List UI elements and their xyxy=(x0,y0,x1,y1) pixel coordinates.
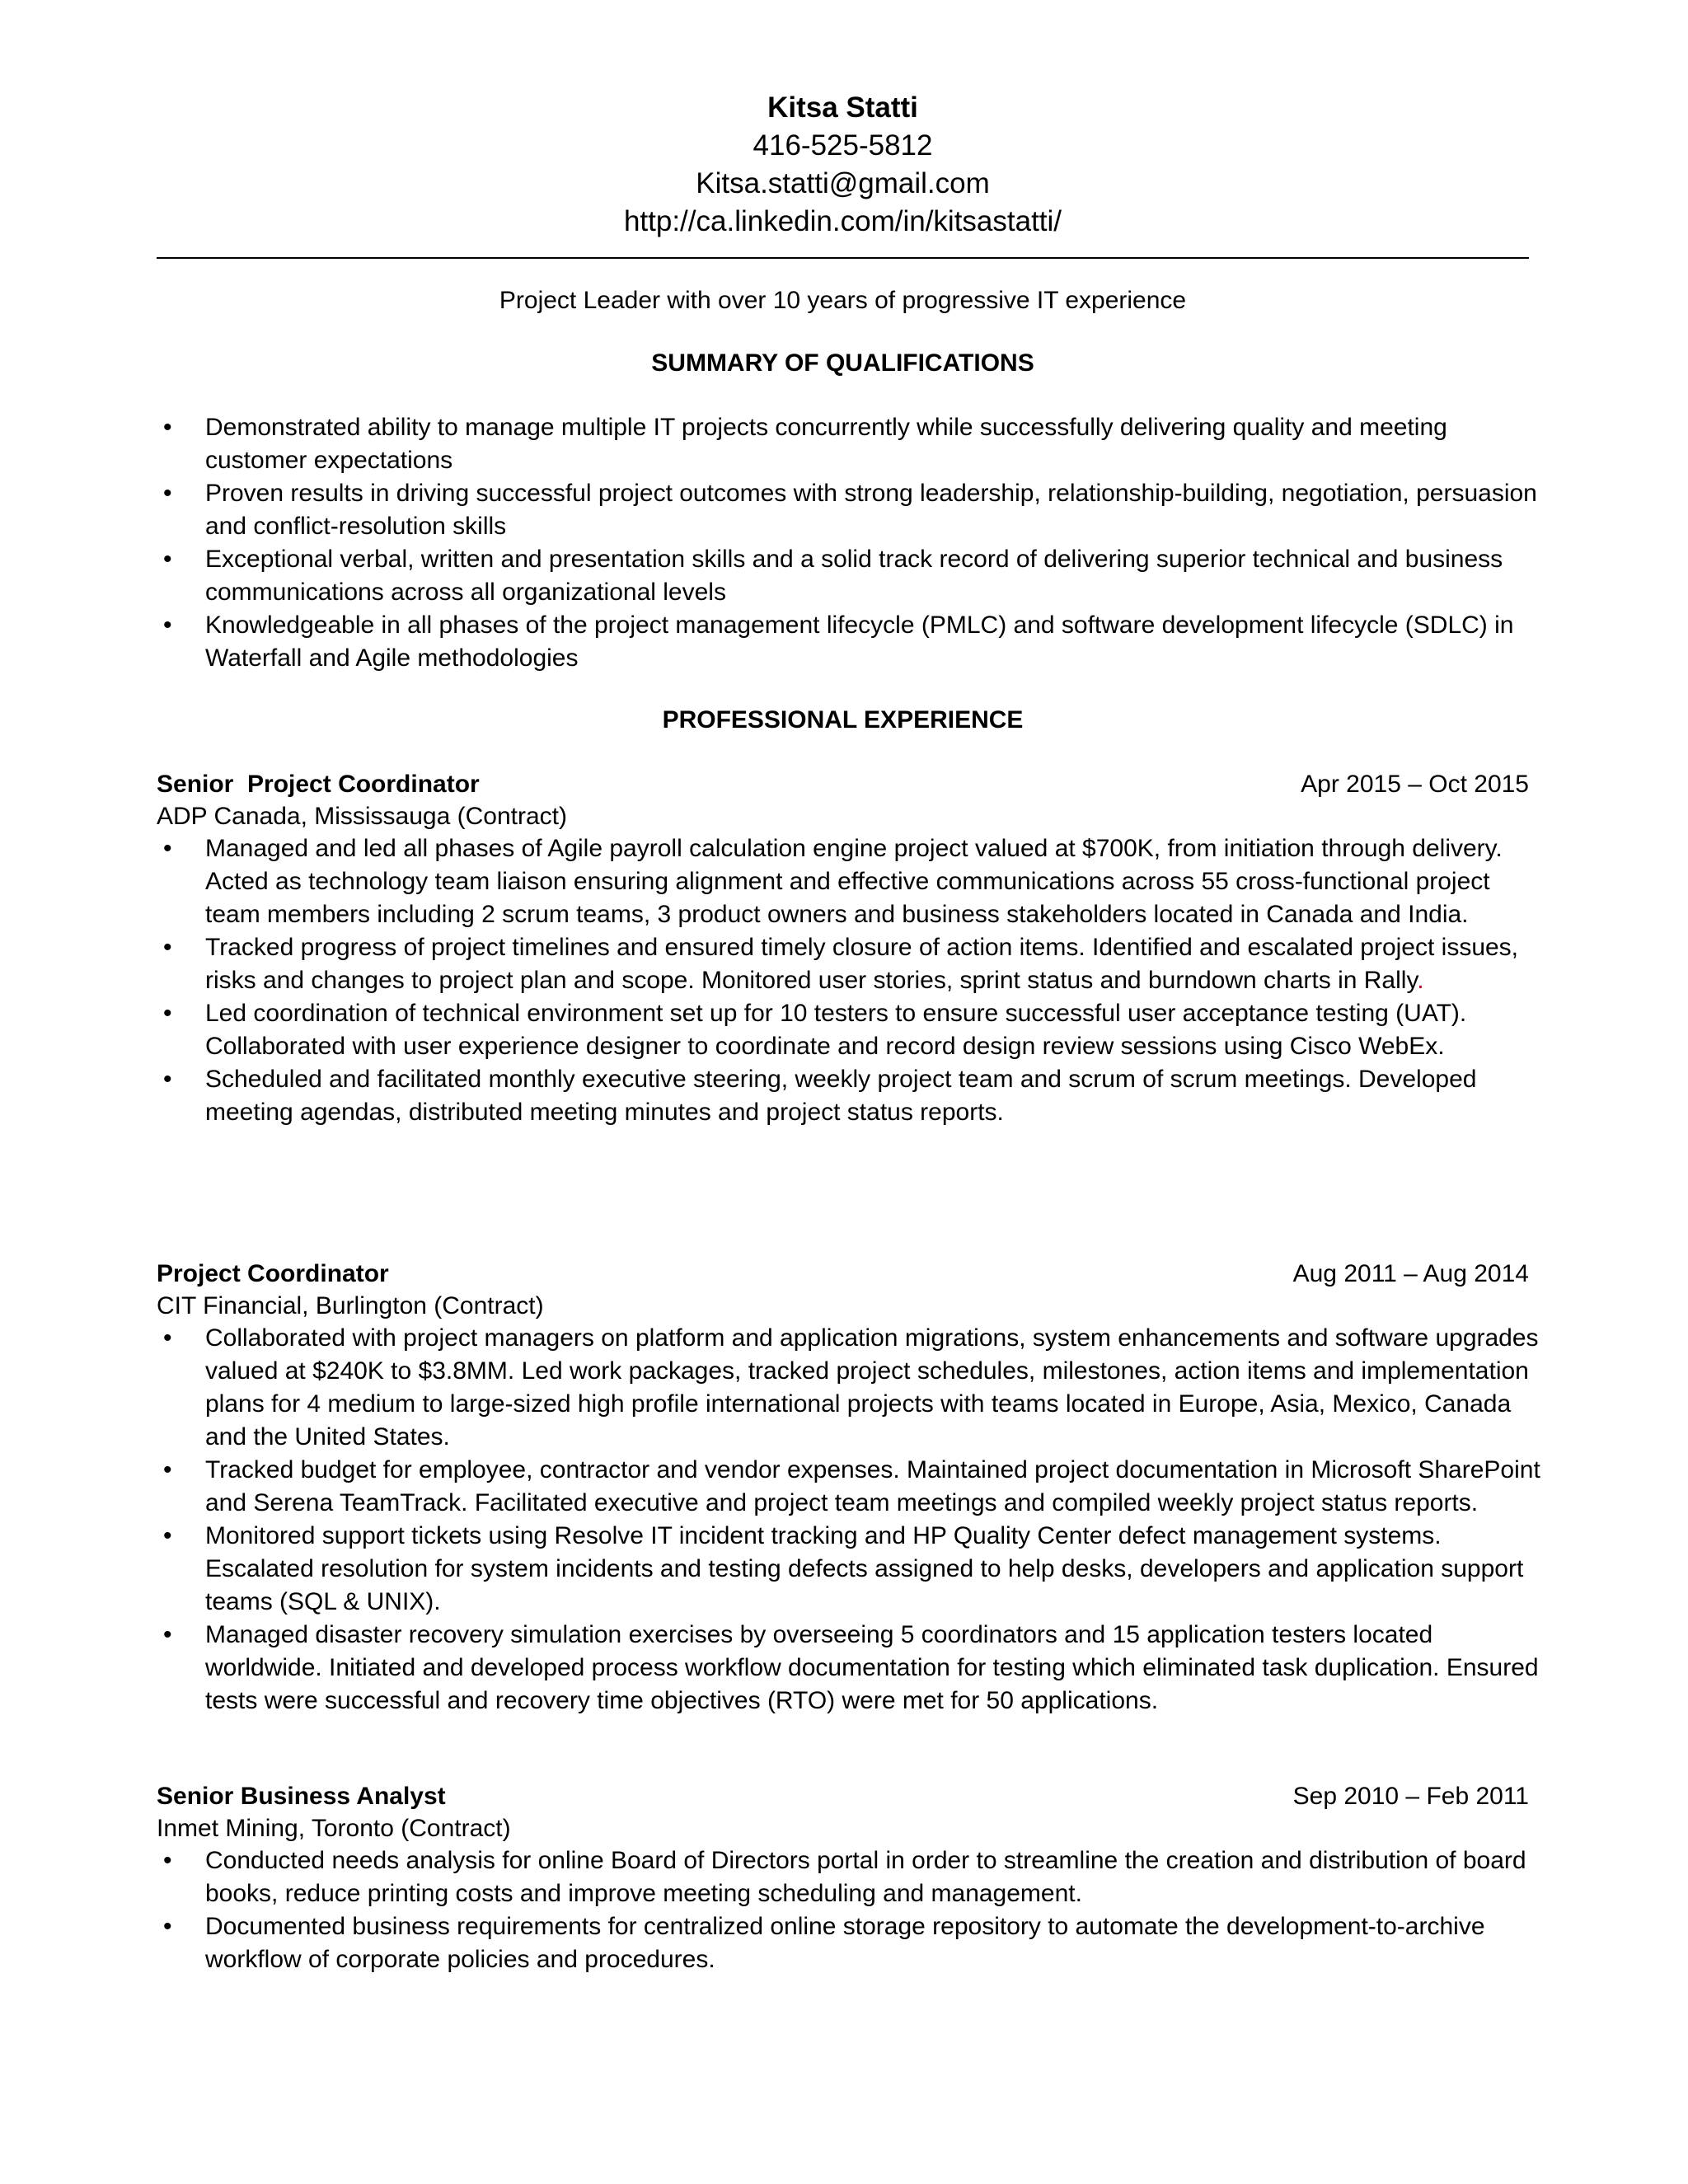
job-bullet-text: Collaborated with project managers on platform and application migrations, system enhancements and software upgrades valued at $240K to $3.8MM. Led work packages, tracked project schedules, milestones, action items and implementation plans for 4 medium to large-sized high profile international projects with teams located in Europe, Asia, Mexico, Canada and the United States. xyxy=(205,1324,1539,1451)
bullet-icon: • xyxy=(163,1522,172,1549)
job-bullet-text: Tracked progress of project timelines and ensured timely closure of action items. Identified and escalated project issues, risks and changes to project plan and scope. Monitored user stories, sprint status and burndown charts in Rally xyxy=(205,934,1519,994)
bullet-icon: • xyxy=(163,1913,172,1940)
bullet-icon: • xyxy=(163,1456,172,1483)
job-bullet-list xyxy=(157,832,1541,1129)
list-item xyxy=(157,1063,1541,1129)
job-company: Inmet Mining, Toronto (Contract) xyxy=(157,1815,511,1842)
job-header xyxy=(157,768,1529,801)
list-item xyxy=(157,609,1541,675)
bullet-icon: • xyxy=(163,934,172,961)
list-item xyxy=(157,411,1541,477)
email-address[interactable]: Kitsa.statti@gmail.com xyxy=(696,167,990,199)
bullet-icon: • xyxy=(163,835,172,862)
summary-bullet-text: Exceptional verbal, written and presentation skills and a solid track record of delivering superior technical and business communications across all organizational levels xyxy=(205,546,1503,606)
job-bullet-text: Tracked budget for employee, contractor and vendor expenses. Maintained project documentation in Microsoft SharePoint and Serena TeamTrack. Facilitated executive and project team meetings and compiled weekly project status reports. xyxy=(205,1456,1540,1516)
summary-bullet-text: Demonstrated ability to manage multiple IT projects concurrently while successfully delivering quality and meeting customer expectations xyxy=(205,414,1447,474)
job-bullet-list xyxy=(157,1844,1541,1976)
bullet-icon: • xyxy=(163,1621,172,1648)
job-dates: Sep 2010 – Feb 2011 xyxy=(1292,1783,1529,1810)
list-item xyxy=(157,1619,1541,1718)
job-company: CIT Financial, Burlington (Contract) xyxy=(157,1292,544,1319)
job-dates: Aug 2011 – Aug 2014 xyxy=(1292,1260,1529,1287)
tagline: Project Leader with over 10 years of progressive IT experience xyxy=(499,287,1187,314)
job-bullet-text: Documented business requirements for centralized online storage repository to automate the development-to-archive workflow of corporate policies and procedures. xyxy=(205,1913,1485,1973)
candidate-name: Kitsa Statti xyxy=(767,91,918,124)
job-bullet-list xyxy=(157,1322,1541,1718)
list-item xyxy=(157,832,1541,931)
summary-bullet-text: Knowledgeable in all phases of the project management lifecycle (PMLC) and software development lifecycle (SDLC) in Waterfall and Agile methodologies xyxy=(205,612,1514,672)
list-item xyxy=(157,543,1541,609)
job-bullet-text: Managed disaster recovery simulation exercises by overseeing 5 coordinators and 15 application testers located worldwide. Initiated and developed process workflow documentation for testing which eliminated task duplication. Ensured tests were successful and recovery time objectives (RTO) were met for 50 applications. xyxy=(205,1621,1539,1714)
job-bullet-text: Led coordination of technical environment set up for 10 testers to ensure successful user acceptance testing (UAT). Collaborated with user experience designer to coordinate and record design review sessions using Cisco WebEx. xyxy=(205,1000,1467,1060)
bullet-icon: • xyxy=(163,1324,172,1352)
list-item xyxy=(157,997,1541,1063)
header-divider xyxy=(157,257,1529,259)
summary-bullet-text: Proven results in driving successful project outcomes with strong leadership, relationship-building, negotiation, persuasion and conflict-resolution skills xyxy=(205,480,1537,540)
list-item xyxy=(157,1844,1541,1910)
list-item xyxy=(157,1910,1541,1976)
bullet-icon: • xyxy=(163,546,172,573)
list-item xyxy=(157,477,1541,543)
bullet-icon: • xyxy=(163,414,172,441)
job-bullet-text: Scheduled and facilitated monthly executive steering, weekly project team and scrum of scrum meetings. Developed meeting agendas, distributed meeting minutes and project status reports. xyxy=(205,1066,1477,1126)
experience-heading: PROFESSIONAL EXPERIENCE xyxy=(662,706,1024,733)
job-title: Project Coordinator xyxy=(157,1260,389,1287)
job-title: Senior Business Analyst xyxy=(157,1783,446,1810)
bullet-icon: • xyxy=(163,1847,172,1874)
job-bullet-text: Conducted needs analysis for online Board of Directors portal in order to streamline the creation and distribution of board books, reduce printing costs and improve meeting scheduling and management. xyxy=(205,1847,1526,1907)
linkedin-url[interactable]: http://ca.linkedin.com/in/kitsastatti/ xyxy=(623,205,1062,237)
summary-list xyxy=(157,411,1541,675)
job-dates: Apr 2015 – Oct 2015 xyxy=(1301,771,1529,798)
bullet-icon: • xyxy=(163,612,172,639)
bullet-icon: • xyxy=(163,1066,172,1093)
job-bullet-text: Monitored support tickets using Resolve IT incident tracking and HP Quality Center defect management systems. Escalated resolution for system incidents and testing defects assigned to help desks, developers and application support teams (SQL & UNIX). xyxy=(205,1522,1524,1615)
phone-number: 416-525-5812 xyxy=(753,129,933,162)
summary-heading: SUMMARY OF QUALIFICATIONS xyxy=(651,349,1034,377)
job-company: ADP Canada, Mississauga (Contract) xyxy=(157,803,567,830)
list-item xyxy=(157,931,1541,997)
job-title: Senior Project Coordinator xyxy=(157,771,480,798)
red-period-mark: . xyxy=(1417,967,1424,994)
list-item xyxy=(157,1520,1541,1619)
job-bullet-text: Managed and led all phases of Agile payroll calculation engine project valued at $700K, from initiation through delivery. Acted as technology team liaison ensuring alignment and effective communications across 55 cross-functional project team members including 2 scrum teams, 3 product owners and business stakeholders located in Canada and India. xyxy=(205,835,1503,928)
bullet-icon: • xyxy=(163,1000,172,1027)
list-item xyxy=(157,1454,1541,1520)
bullet-icon: • xyxy=(163,480,172,507)
job-header xyxy=(157,1258,1529,1291)
job-header xyxy=(157,1780,1529,1813)
resume-header xyxy=(157,89,1529,241)
list-item xyxy=(157,1322,1541,1454)
